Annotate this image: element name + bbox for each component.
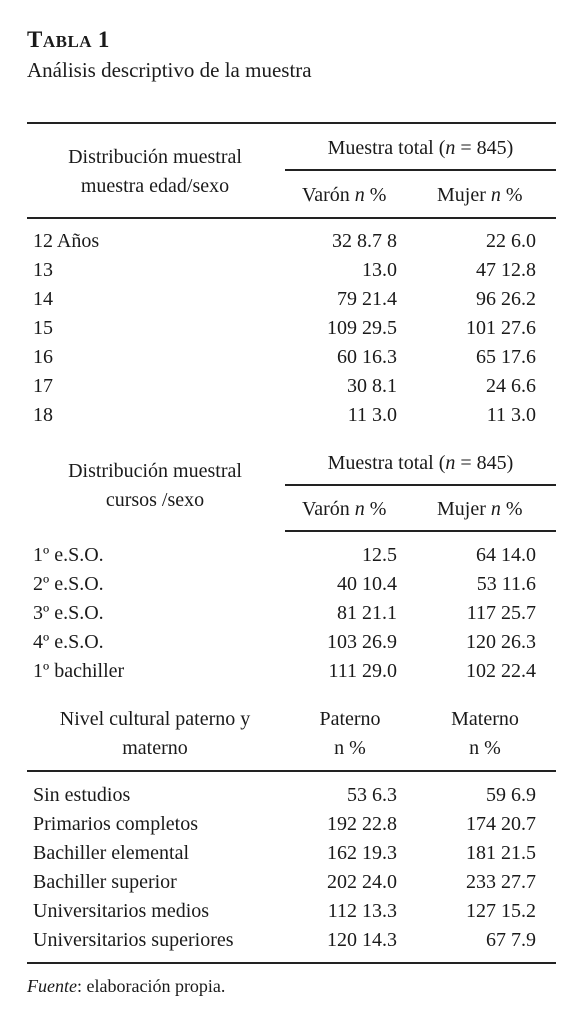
- paterno-cell: 53 6.3: [347, 784, 397, 806]
- source-label: Fuente: [27, 976, 77, 996]
- materno-header: Materno: [451, 708, 519, 730]
- section2-stub-line1: Distribución muestral: [68, 460, 242, 482]
- row-label: 2º e.S.O.: [33, 573, 104, 595]
- varon-cell: 103 26.9: [327, 631, 397, 653]
- row-label: 14: [33, 288, 53, 310]
- row-label: 18: [33, 404, 53, 426]
- section2-span-rule: [285, 484, 556, 486]
- bottom-rule: [27, 962, 556, 964]
- table-label: [27, 28, 312, 54]
- varon-cell: 79 21.4: [337, 288, 397, 310]
- paterno-cell: 162 19.3: [327, 842, 397, 864]
- mujer-cell: 102 22.4: [466, 660, 536, 682]
- materno-cell: 59 6.9: [486, 784, 536, 806]
- materno-cell: 181 21.5: [466, 842, 536, 864]
- mujer-cell: 11 3.0: [486, 404, 536, 426]
- mujer-cell: 120 26.3: [466, 631, 536, 653]
- row-label: 12 Años: [33, 230, 100, 252]
- section2-col2-header: Mujer n %: [437, 498, 523, 520]
- varon-cell: 30 8.1: [347, 375, 397, 397]
- section2-stub-line2: cursos /sexo: [105, 489, 205, 511]
- row-label: 17: [33, 375, 53, 397]
- row-label: 16: [33, 346, 53, 368]
- row-label: 1º e.S.O.: [33, 544, 104, 566]
- table-label-rest: ABLA: [42, 32, 93, 51]
- materno-cell: 174 20.7: [466, 813, 536, 835]
- paterno-cell: 202 24.0: [327, 871, 397, 893]
- row-label: 15: [33, 317, 53, 339]
- table-title: Análisis descriptivo de la muestra: [27, 58, 312, 82]
- materno-cell: 67 7.9: [486, 929, 536, 951]
- section1-col2-header: Mujer n %: [437, 184, 523, 206]
- materno-header-units: n %: [469, 737, 501, 759]
- section2-col1-header: Varón n %: [302, 498, 387, 520]
- mujer-cell: 101 27.6: [466, 317, 536, 339]
- varon-cell: 12.5: [362, 544, 397, 566]
- materno-cell: 233 27.7: [466, 871, 536, 893]
- mujer-cell: 65 17.6: [476, 346, 536, 368]
- materno-cell: 127 15.2: [466, 900, 536, 922]
- top-rule: [27, 122, 556, 124]
- paterno-header-units: n %: [334, 737, 366, 759]
- mujer-cell: 64 14.0: [476, 544, 536, 566]
- table-caption: [27, 28, 312, 83]
- source-note: [27, 974, 225, 998]
- varon-cell: 13.0: [362, 259, 397, 281]
- row-label: Bachiller superior: [33, 871, 177, 893]
- mujer-cell: 117 25.7: [466, 602, 536, 624]
- row-label: 3º e.S.O.: [33, 602, 104, 624]
- row-label: 13: [33, 259, 53, 281]
- row-label: Universitarios superiores: [33, 929, 234, 951]
- row-label: 4º e.S.O.: [33, 631, 104, 653]
- varon-cell: 111 29.0: [328, 660, 397, 682]
- varon-cell: 32 8.7 8: [332, 230, 397, 252]
- section1-span-header: Muestra total (n = 845): [327, 137, 514, 159]
- section3-header-rule: [27, 770, 556, 772]
- paterno-cell: 120 14.3: [327, 929, 397, 951]
- source-text: : elaboración propia.: [76, 976, 226, 996]
- table-label-initial: T: [27, 27, 43, 52]
- section2-span-header: Muestra total (n = 845): [327, 452, 514, 474]
- paterno-cell: 192 22.8: [327, 813, 397, 835]
- section3-stub-line2: materno: [122, 737, 188, 759]
- section3-stub-line1: Nivel cultural paterno y: [59, 708, 251, 730]
- row-label: 1º bachiller: [33, 660, 125, 682]
- varon-cell: 81 21.1: [337, 602, 397, 624]
- section1-stub-line2: muestra edad/sexo: [80, 175, 230, 197]
- mujer-cell: 53 11.6: [476, 573, 536, 595]
- section1-stub-line1: Distribución muestral: [68, 146, 242, 168]
- varon-cell: 11 3.0: [347, 404, 397, 426]
- paterno-cell: 112 13.3: [327, 900, 397, 922]
- varon-cell: 40 10.4: [337, 573, 397, 595]
- mujer-cell: 24 6.6: [486, 375, 536, 397]
- varon-cell: 60 16.3: [337, 346, 397, 368]
- section1-span-rule: [285, 169, 556, 171]
- paterno-header: Paterno: [319, 708, 381, 730]
- varon-cell: 109 29.5: [327, 317, 397, 339]
- row-label: Primarios completos: [33, 813, 198, 835]
- table-number: 1: [97, 27, 110, 52]
- row-label: Universitarios medios: [33, 900, 210, 922]
- mujer-cell: 47 12.8: [476, 259, 536, 281]
- row-label: Sin estudios: [33, 784, 131, 806]
- section1-header-rule: [27, 217, 556, 219]
- section1-col1-header: Varón n %: [302, 184, 387, 206]
- mujer-cell: 96 26.2: [476, 288, 536, 310]
- mujer-cell: 22 6.0: [486, 230, 536, 252]
- section2-header-rule: [285, 530, 556, 532]
- row-label: Bachiller elemental: [33, 842, 190, 864]
